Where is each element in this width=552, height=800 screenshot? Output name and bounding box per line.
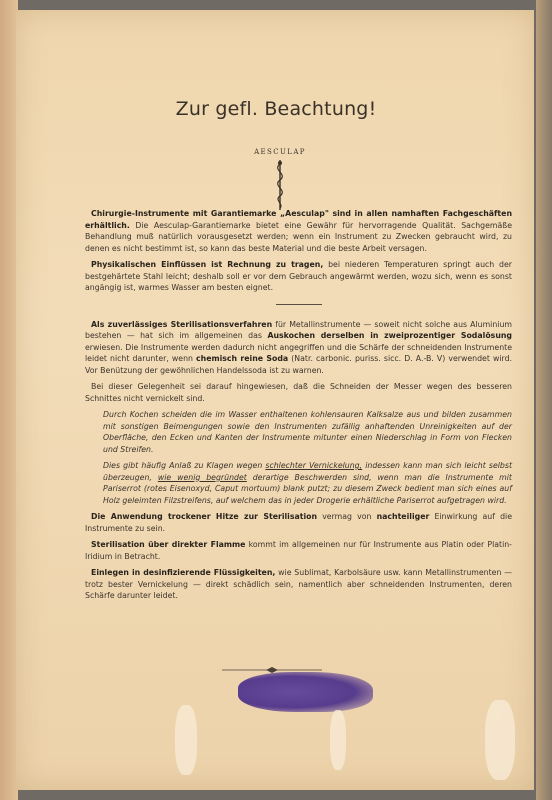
bold-lead: Sterilisation über direkter Flamme (91, 540, 246, 549)
paragraph-flame (85, 539, 512, 562)
underlined-phrase: wie wenig begründet (157, 472, 247, 482)
paragraph-text: kommt im allgemeinen nur für Instrumente aus Platin oder Platin-Iridium in Betracht. (85, 540, 512, 561)
paragraph-text: Bei dieser Gelegenheit sei darauf hingewiesen, daß die Schneiden der Messer wegen des besseren Schnittes nicht vernickelt sind. (85, 382, 512, 403)
paragraph-text: Die Aesculap-Garantiemarke bietet eine Gewähr für hervorragende Qualität. Sachgemäße Behandlung muß natürlich vorausgesetzt werden; wenn ein Instrument zu Zwecken gebraucht wird, zu denen es nicht bestimmt ist, so kann das beste Material und die beste Arbeit versagen. (85, 220, 512, 253)
paragraph-text: vermag von (317, 512, 377, 521)
paragraph-guarantee (85, 208, 512, 254)
paragraph-text: bei niederen Temperaturen springt auch der bestgehärtete Stahl leicht; deshalb soll er vor dem Gebrauch angewärmt werden, wozu sich, wenn es sonst angängig ist, warmes Wasser am besten eignet. (85, 260, 512, 292)
bold-lead: Einlegen in desinfizierende Flüssigkeiten, (91, 568, 276, 577)
paragraph-text: wie Sublimat, Karbolsäure usw. kann Metallinstrumenten — trotz bester Vernickelung — direkt schädlich sein, namentlich aber schneidenden Instrumenten, deren Schärfe darunter leidet. (85, 568, 512, 600)
paragraph-dry-heat (85, 511, 512, 534)
aesculap-logo (250, 148, 310, 210)
ink-stamp-blot (238, 672, 373, 712)
paragraph-complaints (103, 460, 512, 506)
notice-body (85, 208, 512, 607)
section-divider (276, 304, 322, 305)
underlined-phrase: schlechter Vernickelung, (265, 461, 363, 470)
paragraph-text: Dies gibt häufig Anlaß zu Klagen wegen (103, 461, 266, 470)
paper-wear (175, 705, 197, 775)
paragraph-text: (Natr. carbonic. puriss. sicc. D. A.-B. V) verwendet wird. Vor Benützung der gewöhnlichen Handelssoda ist zu warnen. (85, 354, 512, 375)
bold-phrase: Auskochen derselben in zweiprozentiger Sodalösung (267, 331, 512, 340)
paragraph-text: indessen kann man sich leicht selbst überzeugen, (103, 461, 512, 482)
page-title: Zur gefl. Beachtung! (175, 98, 377, 120)
bold-phrase: nachteiliger (376, 512, 430, 521)
paragraph-nickel-note (85, 381, 512, 404)
bold-lead: Chirurgie-Instrumente mit Garantiemarke „Aesculap" sind in allen namhaften Fachgeschäften erhältlich. (85, 209, 512, 230)
book-edge (536, 0, 552, 800)
paragraph-text: Durch Kochen scheiden die im Wasser enthaltenen kohlensauren Kalksalze aus und bilden zusammen mit sonstigen Beimengungen sowie den Instrumenten zufällig anhaftenden Unreinigkeiten auf der Oberfläche, den Ecken und Kanten der Instrumente mitunter einen Niederschlag in Form von Flecken und Streifen. (103, 410, 512, 454)
paragraph-boiling (103, 409, 512, 455)
paragraph-text: für Metallinstrumente — soweit nicht solche aus Aluminium bestehen — hat sich im allgemeinen das (85, 319, 512, 340)
paper-wear (485, 700, 515, 780)
paragraph-disinfect (85, 567, 512, 602)
paper-wear (330, 710, 346, 770)
bold-lead: Als zuverlässiges Sterilisationsverfahren (91, 319, 273, 329)
bold-lead: Die Anwendung trockener Hitze zur Sterilisation (91, 512, 318, 521)
bold-phrase: chemisch reine Soda (196, 354, 289, 363)
paragraph-text: erwiesen. Die Instrumente werden dadurch nicht angegriffen und die Schärfe der schneidenden Instrumente leidet nicht darunter, wenn (85, 342, 512, 363)
paragraph-text: Einwirkung auf die Instrumente zu sein. (85, 512, 512, 533)
aesculap-staff-icon (250, 154, 310, 214)
logo-text: AESCULAP (254, 148, 306, 156)
paragraph-physical (85, 259, 512, 294)
paragraph-sterilisation (85, 319, 512, 377)
bold-lead: Physikalischen Einflüssen ist Rechnung zu tragen, (91, 260, 324, 269)
paragraph-text: derartige Beschwerden sind, wenn man die Instrumente mit Pariserrot (rotes Eisenoxyd, Caput mortuum) blank putzt; zu diesem Zweck bedient man sich eines auf Holz geleimten Filzstreifens, auf welchem das in jeder Drogerie erhältliche Pariserrot aufgetragen wird. (103, 472, 512, 505)
